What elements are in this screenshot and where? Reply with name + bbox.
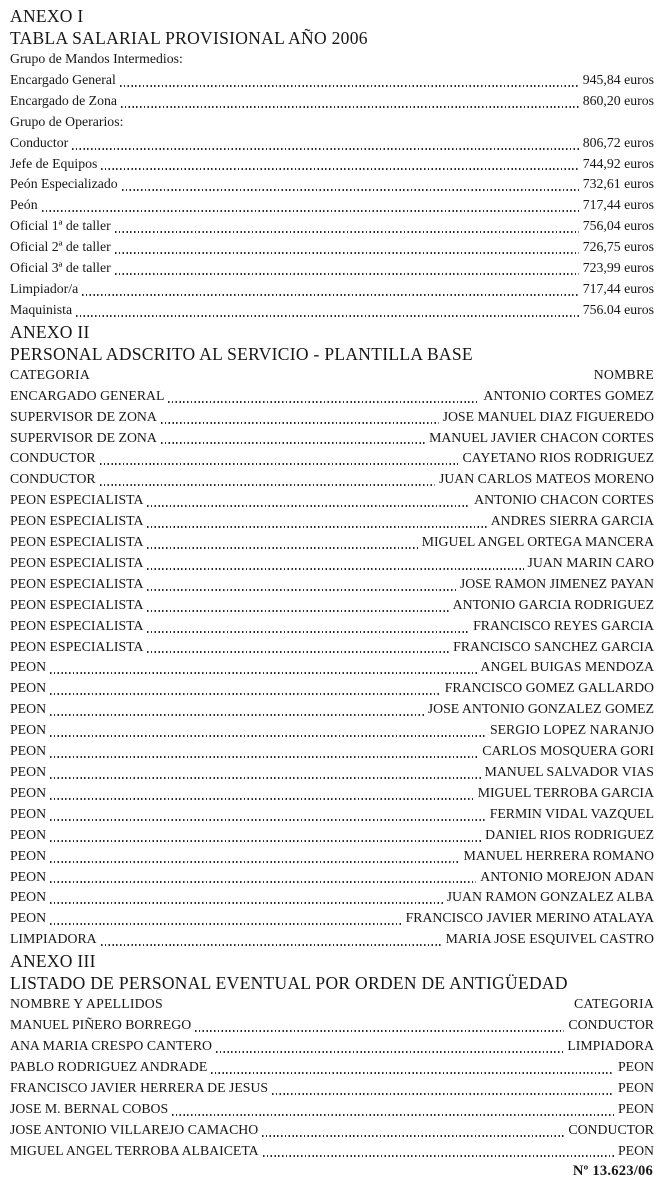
eventual-staff-row-name: MIGUEL ANGEL TERROBA ALBAICETA <box>10 1142 259 1158</box>
dot-leader <box>50 714 424 716</box>
staff-row-category: PEON <box>10 847 47 863</box>
dot-leader <box>100 484 435 486</box>
dot-leader <box>263 1155 614 1157</box>
staff-row-category: PEON ESPECIALISTA <box>10 513 144 529</box>
staff-row <box>10 783 654 804</box>
staff-row <box>10 595 654 616</box>
anexo-1-section <box>10 5 654 321</box>
eventual-staff-row-category: PEON <box>617 1100 654 1116</box>
staff-row-name: JOSE RAMON JIMENEZ PAYAN <box>459 575 654 591</box>
dot-leader <box>262 1135 564 1137</box>
staff-row <box>10 657 654 678</box>
staff-row-category: ENCARGADO GENERAL <box>10 387 165 403</box>
eventual-staff-row <box>10 1141 654 1162</box>
salary-row-label: Limpiador/a <box>10 280 79 296</box>
eventual-staff-row-category: PEON <box>617 1058 654 1074</box>
dot-leader <box>101 944 442 946</box>
staff-row-name: JUAN RAMON GONZALEZ ALBA <box>446 889 654 905</box>
column-header-nombre: NOMBRE <box>593 366 654 382</box>
staff-row-category: PEON ESPECIALISTA <box>10 596 144 612</box>
salary-row-value: 717,44 euros <box>582 280 654 296</box>
salary-row-label: Conductor <box>10 134 69 150</box>
eventual-staff-row-name: FRANCISCO JAVIER HERRERA DE JESUS <box>10 1079 269 1095</box>
dot-leader <box>147 631 469 633</box>
staff-row-name: MIGUEL TERROBA GARCIA <box>477 784 654 800</box>
salary-row-value: 717,44 euros <box>582 197 654 213</box>
salary-row <box>10 279 654 300</box>
group-mandos-intermedios-label: Grupo de Mandos Intermedios: <box>10 51 183 66</box>
staff-row-category: PEON <box>10 784 47 800</box>
staff-row-name: FRANCISCO JAVIER MERINO ATALAYA <box>405 910 654 926</box>
staff-row-name: MANUEL HERRERA ROMANO <box>463 847 654 863</box>
anexo-2-subtitle: PERSONAL ADSCRITO AL SERVICIO - PLANTILLA BASE <box>10 343 473 364</box>
dot-leader <box>115 252 579 254</box>
eventual-staff-row-category: CONDUCTOR <box>568 1017 654 1033</box>
dot-leader <box>161 442 425 444</box>
salary-row-label: Oficial 1ª de taller <box>10 218 111 234</box>
salary-row-label: Jefe de Equipos <box>10 155 98 171</box>
staff-row <box>10 741 654 762</box>
staff-row-category: SUPERVISOR DE ZONA <box>10 429 157 445</box>
dot-leader <box>50 881 476 883</box>
dot-leader <box>50 756 478 758</box>
staff-row <box>10 887 654 908</box>
staff-row-category: PEON <box>10 701 47 717</box>
dot-leader <box>42 210 579 212</box>
staff-row-name: ANTONIO MOREJON ADAN <box>480 868 654 884</box>
staff-row <box>10 616 654 637</box>
staff-row-category: PEON ESPECIALISTA <box>10 575 144 591</box>
staff-row-name: JOSE ANTONIO GONZALEZ GOMEZ <box>427 701 654 717</box>
staff-row <box>10 428 654 449</box>
dot-leader <box>72 148 578 150</box>
anexo-3-column-headers <box>10 994 654 1015</box>
staff-row-name: JUAN CARLOS MATEOS MORENO <box>438 471 654 487</box>
staff-row-name: JOSE MANUEL DIAZ FIGUEREDO <box>442 408 654 424</box>
dot-leader <box>168 401 479 403</box>
staff-row-category: PEON <box>10 868 47 884</box>
anexo-1-subtitle: TABLA SALARIAL PROVISIONAL AÑO 2006 <box>10 28 368 48</box>
staff-row-category: PEON ESPECIALISTA <box>10 638 144 654</box>
staff-row <box>10 386 654 407</box>
anexo-2-column-headers <box>10 365 654 386</box>
staff-row <box>10 720 654 741</box>
salary-row <box>10 70 654 91</box>
salary-row-label: Peón <box>10 197 38 213</box>
staff-row-name: ANDRES SIERRA GARCIA <box>490 513 654 529</box>
dot-leader <box>211 1072 614 1074</box>
column-header-categoria: CATEGORIA <box>10 366 90 382</box>
staff-row-category: PEON <box>10 659 47 675</box>
salary-row-value: 860,20 euros <box>582 92 654 108</box>
dot-leader <box>147 568 523 570</box>
salary-row-label: Oficial 2ª de taller <box>10 239 111 255</box>
group-mandos-intermedios-rows <box>10 70 654 112</box>
dot-leader <box>147 505 470 507</box>
staff-row-category: CONDUCTOR <box>10 450 96 466</box>
staff-row <box>10 678 654 699</box>
staff-row-category: PEON ESPECIALISTA <box>10 492 144 508</box>
dot-leader <box>50 777 481 779</box>
anexo-3-title: ANEXO III <box>10 951 96 972</box>
salary-row-label: Encargado General <box>10 71 116 87</box>
staff-row-name: CARLOS MOSQUERA GORI <box>482 743 654 759</box>
staff-row-name: FRANCISCO GOMEZ GALLARDO <box>444 680 654 696</box>
staff-row <box>10 804 654 825</box>
eventual-staff-row-name: PABLO RODRIGUEZ ANDRADE <box>10 1058 208 1074</box>
staff-row-category: PEON <box>10 743 47 759</box>
dot-leader <box>121 106 579 108</box>
dot-leader <box>115 273 579 275</box>
staff-row <box>10 846 654 867</box>
salary-row <box>10 195 654 216</box>
staff-row-category: CONDUCTOR <box>10 471 96 487</box>
eventual-staff-row-category: PEON <box>617 1142 654 1158</box>
staff-row-category: PEON <box>10 722 47 738</box>
staff-row-name: SERGIO LOPEZ NARANJO <box>489 722 654 738</box>
staff-row-name: MANUEL JAVIER CHACON CORTES <box>429 429 654 445</box>
staff-row <box>10 407 654 428</box>
staff-row-name: MIGUEL ANGEL ORTEGA MANCERA <box>421 534 654 550</box>
salary-row <box>10 258 654 279</box>
staff-row-name: FRANCISCO SANCHEZ GARCIA <box>453 638 654 654</box>
staff-row-category: SUPERVISOR DE ZONA <box>10 408 157 424</box>
staff-row-category: PEON <box>10 826 47 842</box>
eventual-staff-row-name: JOSE ANTONIO VILLAREJO CAMACHO <box>10 1121 259 1137</box>
anexo-1-title: ANEXO I <box>10 6 84 26</box>
salary-row-value: 723,99 euros <box>582 260 654 276</box>
staff-row-category: PEON ESPECIALISTA <box>10 554 144 570</box>
salary-row <box>10 154 654 175</box>
staff-row <box>10 908 654 929</box>
eventual-staff-row-category: PEON <box>617 1079 654 1095</box>
staff-row-name: FERMIN VIDAL VAZQUEL <box>489 805 654 821</box>
staff-row <box>10 762 654 783</box>
dot-leader <box>147 589 455 591</box>
staff-row <box>10 637 654 658</box>
staff-row-category: PEON <box>10 680 47 696</box>
eventual-staff-row <box>10 1120 654 1141</box>
staff-row-name: FRANCISCO REYES GARCIA <box>473 617 654 633</box>
anexo-3-rows <box>10 1015 654 1161</box>
dot-leader <box>50 819 486 821</box>
salary-row-value: 945,84 euros <box>582 71 654 87</box>
column-header-nombre-apellidos: NOMBRE Y APELLIDOS <box>10 996 163 1012</box>
salary-row <box>10 133 654 154</box>
staff-row-name: ANTONIO GARCIA RODRIGUEZ <box>452 596 654 612</box>
staff-row-name: MARIA JOSE ESQUIVEL CASTRO <box>445 931 654 947</box>
dot-leader <box>50 861 460 863</box>
staff-row <box>10 469 654 490</box>
anexo-2-rows <box>10 386 654 950</box>
anexo-2-section <box>10 321 654 950</box>
staff-row-name: ANTONIO CORTES GOMEZ <box>483 387 654 403</box>
dot-leader <box>172 1114 614 1116</box>
eventual-staff-row <box>10 1036 654 1057</box>
dot-leader <box>50 923 402 925</box>
anexo-3-section <box>10 950 654 1161</box>
staff-row-category: PEON <box>10 805 47 821</box>
staff-row <box>10 490 654 511</box>
staff-row <box>10 511 654 532</box>
dot-leader <box>50 840 481 842</box>
eventual-staff-row <box>10 1078 654 1099</box>
salary-row <box>10 300 654 321</box>
staff-row <box>10 448 654 469</box>
staff-row-name: JUAN MARIN CARO <box>527 554 654 570</box>
salary-row-value: 732,61 euros <box>582 176 654 192</box>
dot-leader <box>50 693 441 695</box>
group-operarios-rows <box>10 133 654 321</box>
eventual-staff-row-name: MANUEL PIÑERO BORREGO <box>10 1017 192 1033</box>
eventual-staff-row <box>10 1015 654 1036</box>
staff-row <box>10 574 654 595</box>
staff-row <box>10 867 654 888</box>
dot-leader <box>147 651 449 653</box>
staff-row <box>10 699 654 720</box>
dot-leader <box>216 1051 563 1053</box>
group-operarios-label: Grupo de Operarios: <box>10 113 124 129</box>
staff-row-category: PEON <box>10 910 47 926</box>
salary-row-value: 726,75 euros <box>582 239 654 255</box>
staff-row-name: MANUEL SALVADOR VIAS <box>484 764 654 779</box>
salary-row <box>10 237 654 258</box>
staff-row-name: ANTONIO CHACON CORTES <box>474 492 654 508</box>
salary-row-value: 806,72 euros <box>582 134 654 150</box>
staff-row <box>10 929 654 950</box>
salary-row <box>10 174 654 195</box>
salary-row <box>10 216 654 237</box>
staff-row-category: LIMPIADORA <box>10 931 97 947</box>
salary-row-label: Oficial 3ª de taller <box>10 260 111 276</box>
dot-leader <box>122 189 579 191</box>
salary-row-value: 756,04 euros <box>582 218 654 234</box>
salary-row <box>10 91 654 112</box>
dot-leader <box>195 1030 564 1032</box>
dot-leader <box>50 902 443 904</box>
dot-leader <box>76 315 579 317</box>
eventual-staff-row-category: CONDUCTOR <box>568 1121 654 1137</box>
dot-leader <box>120 85 579 87</box>
anexo-3-subtitle: LISTADO DE PERSONAL EVENTUAL POR ORDEN DE ANTIGÜEDAD <box>10 973 568 994</box>
salary-row-label: Maquinista <box>10 301 73 317</box>
dot-leader <box>50 798 474 800</box>
column-header-categoria: CATEGORIA <box>574 996 654 1012</box>
staff-row-name: DANIEL RIOS RODRIGUEZ <box>485 826 654 842</box>
dot-leader <box>115 231 579 233</box>
dot-leader <box>101 168 578 170</box>
eventual-staff-row <box>10 1057 654 1078</box>
anexo-2-title: ANEXO II <box>10 321 90 342</box>
eventual-staff-row-name: JOSE M. BERNAL COBOS <box>10 1100 169 1116</box>
salary-row-label: Peón Especializado <box>10 176 118 192</box>
eventual-staff-row <box>10 1099 654 1120</box>
dot-leader <box>82 294 579 296</box>
dot-leader <box>161 422 439 424</box>
dot-leader <box>50 672 476 674</box>
dot-leader <box>147 610 448 612</box>
eventual-staff-row-name: ANA MARIA CRESPO CANTERO <box>10 1037 213 1053</box>
salary-row-value: 744,92 euros <box>582 155 654 171</box>
reference-number: Nº 13.623/06 <box>572 1163 653 1180</box>
dot-leader <box>147 547 417 549</box>
staff-row-category: PEON <box>10 889 47 905</box>
staff-row-category: PEON ESPECIALISTA <box>10 534 144 550</box>
dot-leader <box>100 463 459 465</box>
staff-row-name: ANGEL BUIGAS MENDOZA <box>480 659 654 675</box>
salary-row-label: Encargado de Zona <box>10 92 118 108</box>
salary-row-value: 756.04 euros <box>582 301 654 317</box>
dot-leader <box>272 1093 614 1095</box>
staff-row-category: PEON <box>10 764 47 779</box>
staff-row <box>10 553 654 574</box>
dot-leader <box>50 735 486 737</box>
staff-row-category: PEON ESPECIALISTA <box>10 617 144 633</box>
dot-leader <box>147 526 486 528</box>
staff-row <box>10 532 654 553</box>
staff-row-name: CAYETANO RIOS RODRIGUEZ <box>462 450 654 466</box>
eventual-staff-row-category: LIMPIADORA <box>567 1037 654 1053</box>
staff-row <box>10 825 654 846</box>
